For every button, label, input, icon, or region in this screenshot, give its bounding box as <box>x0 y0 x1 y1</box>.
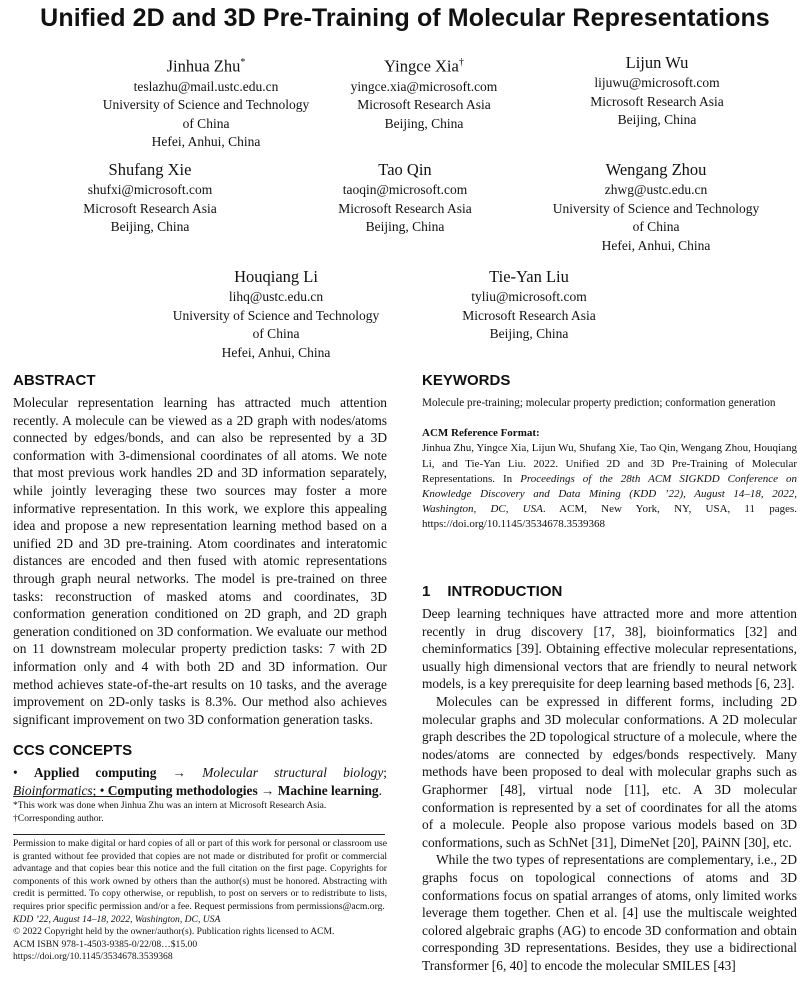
author-block <box>379 266 679 344</box>
intro-paragraph: While the two types of representations are complementary, i.e., 2D graphs focus on topological connections of atoms and 3D conformations focus on spatial arranges of atoms, only limited works leverage them together. Chen et al. [4] use the multiscale weighted colored algebraic graphs (AG) to encode 3D conformation and obtain corresponding 3D representations. Besides, they use a bidirectional Transformer [6, 40] to encode the molecular SMILES [43] <box>422 852 797 973</box>
ccs-heading: CCS CONCEPTS <box>13 742 133 760</box>
right-column <box>422 372 797 533</box>
author-affiliation: Hefei, Anhui, China <box>151 134 261 149</box>
conference-line: KDD ’22, August 14–18, 2022, Washington, DC, USA <box>13 913 221 925</box>
introduction-heading: 1 INTRODUCTION <box>422 583 563 600</box>
author-affiliation: of China <box>632 219 680 234</box>
author-affiliation: University of Science and Technology <box>552 200 760 216</box>
permission-rule <box>13 834 385 835</box>
abstract-heading: ABSTRACT <box>13 372 96 389</box>
ccs-concepts: • Applied computing → Molecular structural biology; Bioinformatics; • Computing methodologies → Machine learning. <box>13 765 388 798</box>
paper-title: Unified 2D and 3D Pre-Training of Molecular Representations <box>40 4 770 32</box>
author-affiliation: Hefei, Anhui, China <box>221 344 331 360</box>
copyright-line: © 2022 Copyright held by the owner/author(s). Publication rights licensed to ACM. <box>13 926 335 938</box>
author-affiliation: Hefei, Anhui, China <box>601 237 711 253</box>
doi-link[interactable]: https://doi.org/10.1145/3534678.3539368 <box>13 951 173 963</box>
author-email: zhwg@ustc.edu.cn <box>604 182 708 197</box>
left-column <box>13 372 387 799</box>
author-name: Shufang Xie <box>108 160 192 179</box>
author-email: taoqin@microsoft.com <box>342 182 468 197</box>
acm-reference-heading: ACM Reference Format: <box>422 427 540 440</box>
keywords-text: Molecule pre-training; molecular property prediction; conformation generation <box>422 397 776 409</box>
footnote-mark: † <box>458 57 464 68</box>
author-affiliation: University of Science and Technology <box>172 307 380 323</box>
author-affiliation: Beijing, China <box>617 112 697 127</box>
author-email: lihq@ustc.edu.cn <box>228 289 324 304</box>
author-name: Yingce Xia† <box>384 56 464 76</box>
abstract-text: Molecular representation learning has attracted much attention recently. A molecule can be viewed as a 2D graph with nodes/atoms connected by edges/bonds, and can also be represented by a 3D conformation with 3-dimensional coordinates of all atoms. We note that most previous work handles 2D and 3D information separately, while jointly leveraging these two sources may foster a more informative representation. In this work, we explore this appealing idea and propose a new representation learning method based on a unified 2D and 3D pre-training. Atom coordinates and interatomic distances are encoded and then fused with atomic representations through graph neural networks. The model is pre-trained on three tasks: reconstruction of masked atoms and coordinates, 3D conformation generation conditioned on 2D graph, and 2D graph generation conditioned on 3D conformation. We evaluate our method on 11 downstream molecular property prediction tasks: 7 with 2D information only and 4 with both 2D and 3D information. Our method achieves state-of-the-art results on 10 tasks, and the average improvement on 2D-only tasks is 8.3%. Our method also achieves significant improvement on two 3D conformation generation tasks. <box>13 395 387 727</box>
isbn-line: ACM ISBN 978-1-4503-9385-0/22/08…$15.00 <box>13 938 198 950</box>
acm-reference <box>422 426 797 532</box>
author-affiliation: Beijing, China <box>384 115 464 131</box>
author-name: Tie-Yan Liu <box>489 267 569 286</box>
author-affiliation: Microsoft Research Asia <box>338 200 472 216</box>
author-name: Wengang Zhou <box>605 160 707 179</box>
author-email: teslazhu@mail.ustc.edu.cn <box>133 78 279 94</box>
author-name: Jinhua Zhu* <box>166 56 246 76</box>
author-affiliation: of China <box>252 326 300 341</box>
footnote: *This work was done when Jinhua Zhu was an intern at Microsoft Research Asia. <box>13 800 327 811</box>
author-email: yingce.xia@microsoft.com <box>350 78 498 94</box>
author-name: Lijun Wu <box>625 53 689 72</box>
footnote: †Corresponding author. <box>13 812 104 824</box>
author-affiliation: Microsoft Research Asia <box>462 307 596 323</box>
author-block <box>507 52 807 130</box>
intro-paragraph: Deep learning techniques have attracted more and more attention recently in drug discovery [17, 38], bioinformatics [32] and cheminformatics [39]. Obtaining effective molecular representations, usually high dimensional vectors that are friendly to neural network models, is a key prerequisite for deep learning based methods [6, 23]. <box>422 606 797 692</box>
acm-reference-text: Jinhua Zhu, Yingce Xia, Lijun Wu, Shufang Xie, Tao Qin, Wengang Zhou, Houqiang Li, and Tie-Yan Liu. 2022. Unified 2D and 3D Pre-Training of Molecular Representations. In Proceedings of the 28th ACM SIGKDD Conference on Knowledge Discovery and Data Mining (KDD ’22), August 14–18, 2022, Washington, DC, USA. ACM, New York, NY, USA, 11 pages. https://doi.org/10.1145/3534678.3539368 <box>422 442 797 531</box>
bullet: • <box>13 765 18 781</box>
author-email: tyliu@microsoft.com <box>471 289 587 304</box>
bullet: • <box>99 782 105 798</box>
author-name: Tao Qin <box>378 160 432 179</box>
permission-block <box>13 838 387 964</box>
author-block <box>506 159 806 255</box>
keywords-heading: KEYWORDS <box>422 372 511 389</box>
author-affiliation: Beijing, China <box>365 219 445 234</box>
author-affiliation: Beijing, China <box>110 219 190 234</box>
footnotes <box>13 800 387 825</box>
author-affiliation: Microsoft Research Asia <box>357 97 491 112</box>
author-affiliation: University of Science and Technology <box>102 97 310 112</box>
author-affiliation: Beijing, China <box>489 326 569 341</box>
introduction-section <box>422 583 797 974</box>
permission-text: Permission to make digital or hard copies of all or part of this work for personal or classroom use is granted without fee provided that copies are not made or distributed for profit or commercial advantage and that copies bear this notice and the full citation on the first page. Copyrights for components of this work owned by others than the author(s) must be honored. Abstracting with credit is permitted. To copy otherwise, or republish, to post on servers or to redistribute to lists, requires prior specific permission and/or a fee. Request permissions from permissions@acm.org. <box>13 838 387 912</box>
author-name: Houqiang Li <box>234 267 318 286</box>
intro-paragraph: Molecules can be expressed in different forms, including 2D molecular graphs and 3D molecular conformations. A 2D molecular graph describes the 2D topological structure of a molecule, where the nodes/atoms are connected by edges/bonds respectively. Many methods have been proposed to deal with molecular graphs such as Graphormer [48], virtual node [11], etc. A 3D molecular conformation is represented by a set of coordinates for all the atoms of a molecule. People also propose various models based on 3D conformations, such as SchNet [31], DimeNet [20], PAiNN [30], etc. <box>422 693 797 850</box>
author-email: lijuwu@microsoft.com <box>594 75 720 90</box>
author-affiliation: Microsoft Research Asia <box>590 93 724 109</box>
footnote-mark: * <box>240 57 246 68</box>
footnote-rule <box>13 796 125 797</box>
author-email: shufxi@microsoft.com <box>87 182 213 197</box>
author-affiliation: of China <box>182 115 230 131</box>
author-affiliation: Microsoft Research Asia <box>83 200 217 216</box>
